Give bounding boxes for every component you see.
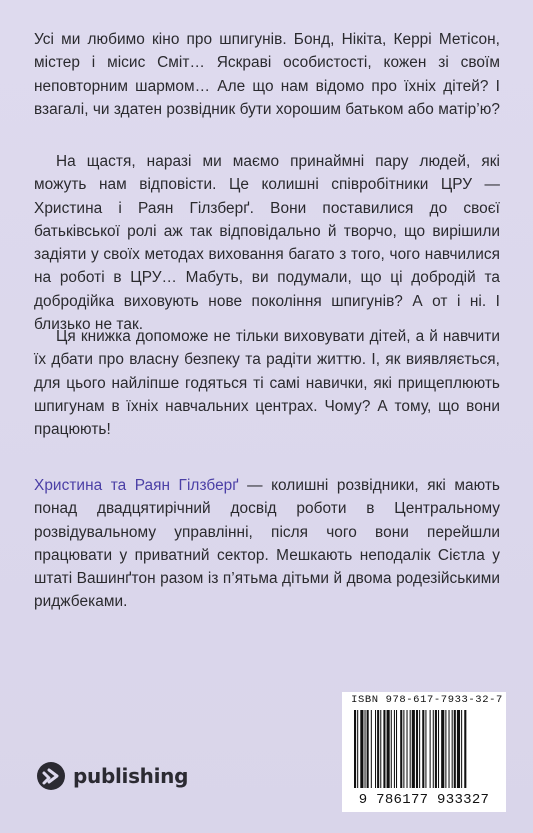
isbn-digits: 9 786177 933327 [358, 792, 490, 808]
barcode-icon [352, 710, 502, 790]
paragraph-text: Усі ми любимо кіно про шпигунів. Бонд, Нікіта, Керрі Метісон, містер і місис Сміт… Яскраві особистості, кожен зі своїм неповторним шармом… Але що нам відомо про їхніх дітей? І взагалі, чи здатен розвідник бути хорошим батьком або матір’ю? [34, 31, 500, 118]
arrow-circle-logo-icon [36, 761, 66, 791]
blurb-paragraph-3 [34, 325, 500, 441]
author-names: Христина та Раян Гілзберґ [34, 477, 239, 494]
paragraph-text: Ця книжка допоможе не тільки виховувати дітей, а й навчити їх дбати про власну безпеку та радіти життю. І, як виявляється, для цього найліпше годяться ті самі навички, які прищеплюють шпигунам в їхніх навчальних центрах. Чому? А тому, що вони працюють! [34, 328, 500, 439]
author-bio-text: — колишні розвідники, які мають понад двадцятирічний досвід роботи в Центральному розвідувальному управлінні, після чого вони перейшли працювати у приватний сектор. Мешкають неподалік Сієтла у штаті Вашинґтон разом із п’ятьма дітьми й двома родезійськими риджбеками. [34, 477, 500, 611]
author-bio [34, 474, 500, 614]
isbn-label: ISBN 978-617-7933-32-7 [351, 694, 503, 706]
publisher-logo [36, 760, 188, 792]
blurb-paragraph-1 [34, 28, 500, 121]
publisher-name: publishing [73, 764, 189, 788]
paragraph-text: На щастя, наразі ми маємо принаймні пару людей, які можуть нам відповісти. Це колишні співробітники ЦРУ — Христина і Раян Гілзберґ. Вони поставилися до своєї батьківської ролі аж так відповідально й творчо, що вирішили задіяти у своїх методах виховання багато з того, чого навчилися на роботі в ЦРУ… Мабуть, ви подумали, що ці добродій та добродійка виховують нове покоління шпигунів? А от і ні. І близько не так. [34, 153, 500, 334]
blurb-paragraph-2 [34, 150, 500, 336]
